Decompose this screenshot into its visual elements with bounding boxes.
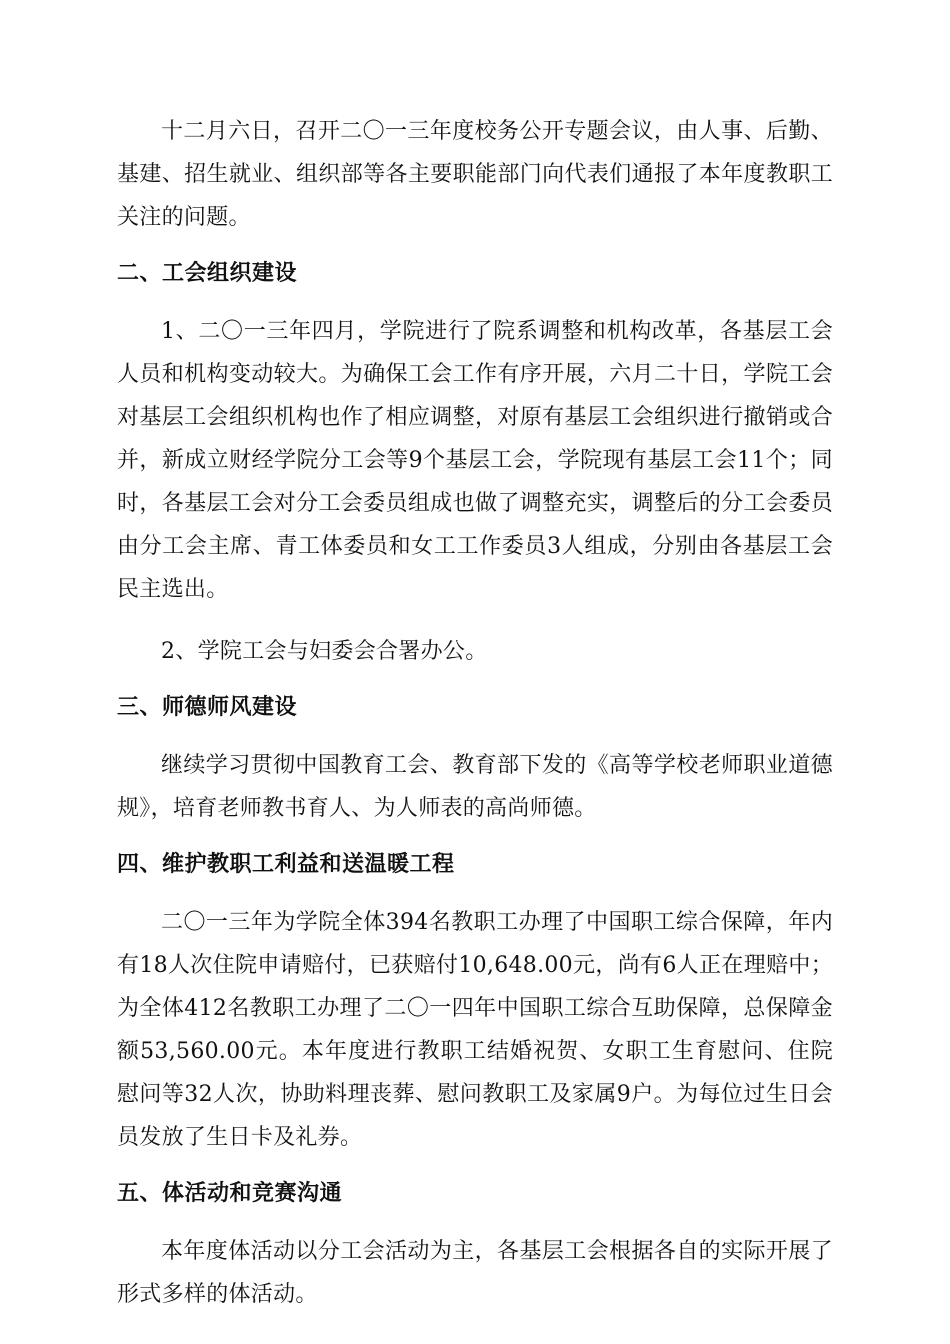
section-3-paragraph-1: 继续学习贯彻中国教育工会、教育部下发的《高等学校老师职业道德规》，培育老师教书育人、为人师表的高尚师德。 bbox=[117, 753, 833, 821]
section-2-paragraph-1: 1、二〇一三年四月，学院进行了院系调整和机构改革，各基层工会人员和机构变动较大。为确保工会工作有序开展，六月二十日，学院工会对基层工会组织机构也作了相应调整，对原有基层工会组织进行撤销或合并，新成立财经学院分工会等9个基层工会，学院现有基层工会11个；同时，各基层工会对分工会委员组成也做了调整充实，调整后的分工会委员由分工会主席、青工体委员和女工工作委员3人组成，分别由各基层工会民主选出。 bbox=[117, 319, 833, 602]
section-2-paragraph-2: 2、学院工会与妇委会合署办公。 bbox=[161, 639, 488, 664]
section-5-heading: 五、体活动和竞赛沟通 bbox=[117, 1180, 343, 1206]
document-body bbox=[117, 110, 833, 1335]
intro-paragraph: 十二月六日，召开二〇一三年度校务公开专题会议，由人事、后勤、基建、招生就业、组织部等各主要职能部门向代表们通报了本年度教职工关注的问题。 bbox=[117, 119, 833, 230]
section-5-paragraph-1: 本年度体活动以分工会活动为主，各基层工会根据各自的实际开展了形式多样的体活动。 bbox=[117, 1239, 833, 1307]
section-2-heading: 二、工会组织建设 bbox=[117, 260, 298, 286]
section-3-heading: 三、师德师风建设 bbox=[117, 694, 298, 720]
section-4-heading: 四、维护教职工利益和送温暖工程 bbox=[117, 851, 455, 877]
section-4-paragraph-1: 二〇一三年为学院全体394名教职工办理了中国职工综合保障，年内有18人次住院申请赔付，已获赔付10,648.00元，尚有6人正在理赔中；为全体412名教职工办理了二〇一四年中国职工综合互助保障，总保障金额53,560.00元。本年度进行教职工结婚祝贺、女职工生育慰问、住院慰问等32人次，协助料理丧葬、慰问教职工及家属9户。为每位过生日会员发放了生日卡及礼券。 bbox=[117, 910, 833, 1150]
